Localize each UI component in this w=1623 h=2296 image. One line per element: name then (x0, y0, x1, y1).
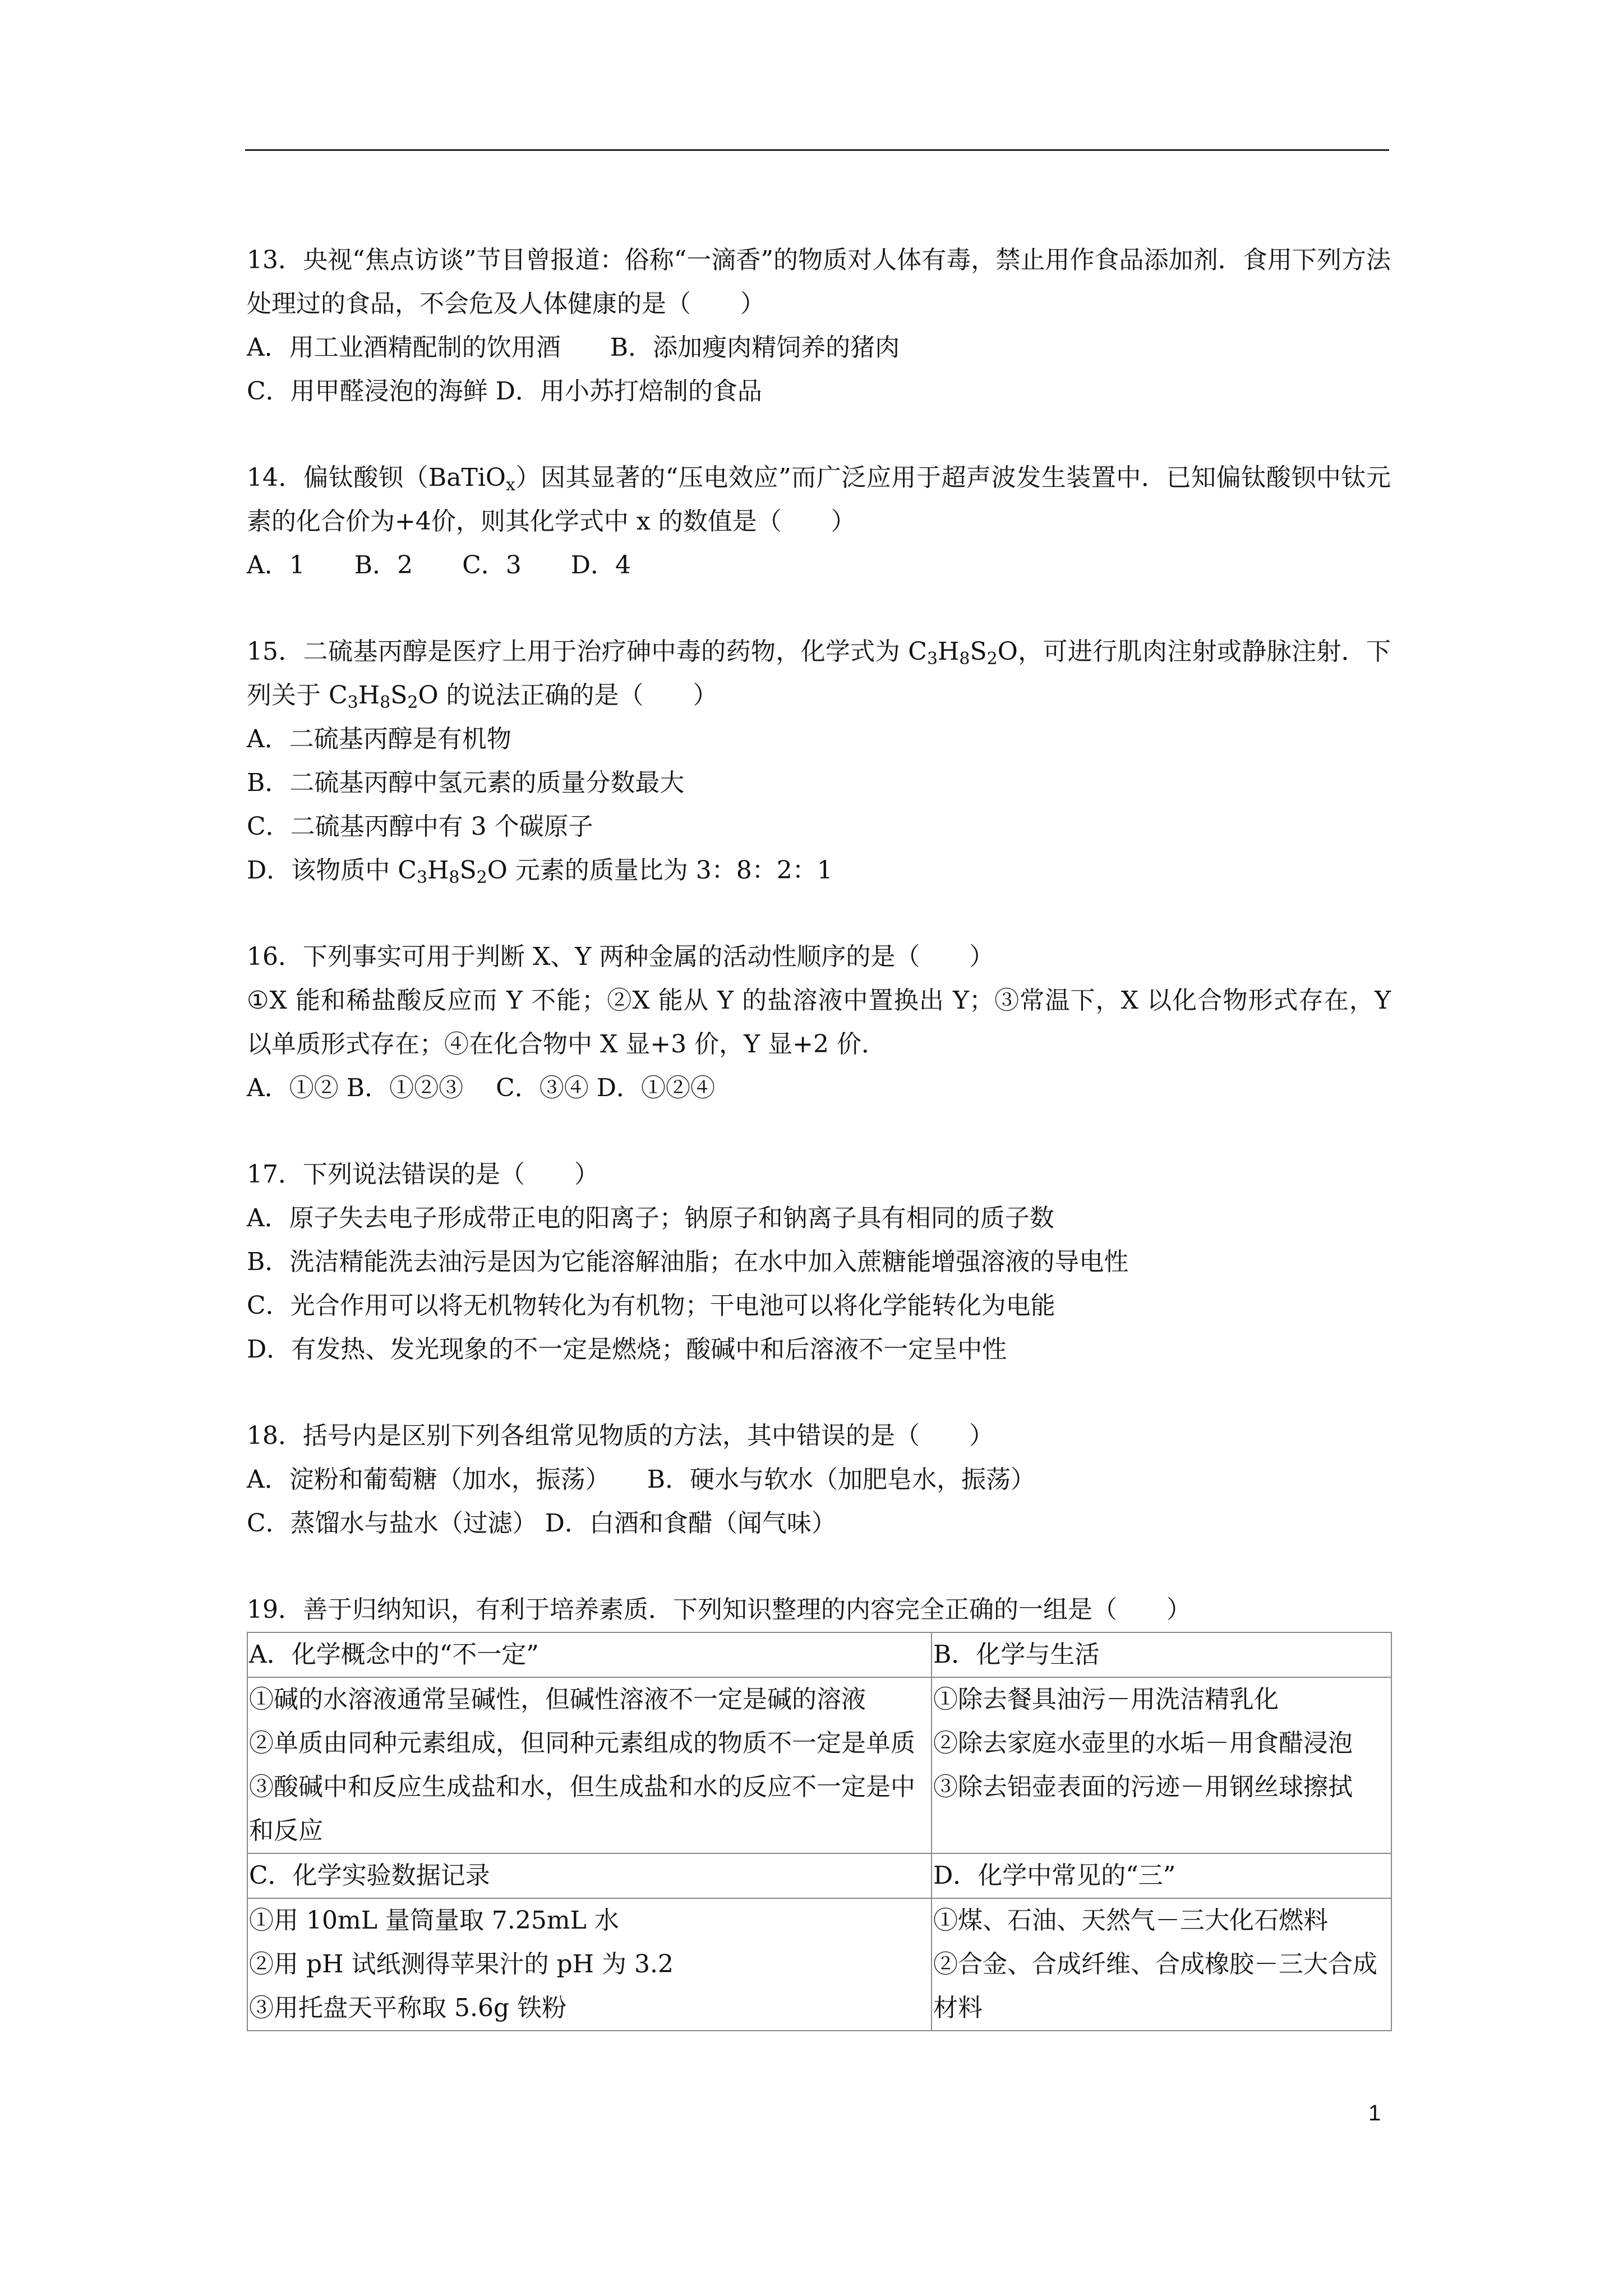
question-stem (247, 456, 1391, 544)
option-text: D．该物质中 C (247, 856, 417, 885)
subscript: 2 (476, 868, 487, 887)
question-17 (247, 1153, 1391, 1372)
cell-a-title: A．化学概念中的“不一定” (247, 1632, 932, 1677)
stem-text: 15．二硫基丙醇是医疗上用于治疗砷中毒的药物，化学式为 C (247, 637, 927, 666)
table-row (247, 1853, 1391, 1898)
stem-text: O，可进行肌肉注射或静脉注射．下列关于 C (247, 637, 1391, 710)
question-stem: 19．善于归纳知识，有利于培养素质．下列知识整理的内容完全正确的一组是（ ） (247, 1595, 1191, 1624)
table-row (247, 1898, 1391, 2031)
table-row (247, 1677, 1391, 1853)
question-13 (247, 238, 1391, 413)
option-b: B．二硫基丙醇中氢元素的质量分数最大 (247, 769, 685, 797)
option-a: A．原子失去电子形成带正电的阳离子；钠原子和钠离子具有相同的质子数 (247, 1204, 1054, 1232)
question-16 (247, 935, 1391, 1110)
option-d (247, 849, 1391, 892)
cell-d-title: D．化学中常见的“三” (932, 1853, 1391, 1898)
options-line: A．①② B．①②③ C．③④ D．①②④ (247, 1074, 716, 1102)
stem-text: ）因其显著的“压电效应”而广泛应用于超声波发生装置中．已知偏钛酸钡中钛元素的化合价为+4价，则其化学式中 x 的数值是（ ） (247, 463, 1391, 536)
list-item: ③除去铝壶表面的污迹－用钢丝球擦拭 (933, 1773, 1353, 1801)
option-text: H (427, 856, 449, 885)
subscript: 3 (416, 868, 428, 887)
list-item: ②单质由同种元素组成，但同种元素组成的物质不一定是单质 (249, 1729, 915, 1757)
cell-c-title: C．化学实验数据记录 (247, 1853, 932, 1898)
list-item: ②除去家庭水壶里的水垢－用食醋浸泡 (933, 1729, 1353, 1757)
list-item: ③用托盘天平称取 5.6g 铁粉 (249, 1994, 567, 2022)
question-stem: 13．央视“焦点访谈”节目曾报道：俗称“一滴香”的物质对人体有毒，禁止用作食品添加剂．食用下列方法处理过的食品，不会危及人体健康的是（ ） (247, 246, 1391, 318)
knowledge-table (247, 1632, 1392, 2031)
list-item: ②合金、合成纤维、合成橡胶－三大合成材料 (933, 1950, 1377, 2022)
cell-b-title: B．化学与生活 (932, 1632, 1391, 1677)
subscript: 3 (347, 693, 358, 712)
stem-text: 14．偏钛酸钡（BaTiO (247, 463, 506, 492)
question-18 (247, 1414, 1391, 1545)
option-c: C．光合作用可以将无机物转化为有机物；干电池可以将化学能转化为电能 (247, 1291, 1055, 1320)
subscript: x (505, 475, 515, 495)
table-row (247, 1632, 1391, 1677)
page-number: 1 (1368, 2101, 1381, 2125)
subscript: 2 (407, 693, 418, 712)
cell-b-content (932, 1677, 1391, 1853)
stem-text: H (938, 637, 960, 666)
option-a: A．二硫基丙醇是有机物 (247, 725, 511, 753)
question-facts: ①X 能和稀盐酸反应而 Y 不能；②X 能从 Y 的盐溶液中置换出 Y；③常温下，X 以化合物形式存在，Y 以单质形式存在；④在化合物中 X 显+3 价，Y 显+2 价． (247, 986, 1391, 1059)
list-item: ③酸碱中和反应生成盐和水，但生成盐和水的反应不一定是中和反应 (249, 1773, 915, 1845)
question-14 (247, 456, 1391, 587)
subscript: 2 (986, 649, 998, 669)
question-stem: 17．下列说法错误的是（ ） (247, 1160, 599, 1189)
cell-d-content (932, 1898, 1391, 2031)
options-line-2: C．蒸馏水与盐水（过滤） D．白酒和食醋（闻气味） (247, 1509, 836, 1538)
cell-a-content (247, 1677, 932, 1853)
question-19 (247, 1588, 1391, 2031)
question-stem: 16．下列事实可用于判断 X、Y 两种金属的活动性顺序的是（ ） (247, 942, 994, 971)
option-b: B．洗洁精能洗去油污是因为它能溶解油脂；在水中加入蔗糖能增强溶液的导电性 (247, 1248, 1129, 1276)
cell-c-content (247, 1898, 932, 2031)
subscript: 8 (380, 693, 391, 712)
option-text: O 元素的质量比为 3：8：2：1 (487, 856, 833, 885)
options-line-1: A．用工业酒精配制的饮用酒 B．添加瘦肉精饲养的猪肉 (247, 333, 900, 362)
options-line: A．1 B．2 C．3 D．4 (247, 551, 631, 579)
question-stem (247, 630, 1391, 717)
list-item: ①除去餐具油污－用洗洁精乳化 (933, 1685, 1279, 1714)
option-text: S (459, 856, 477, 885)
page-content (247, 238, 1391, 2074)
subscript: 3 (926, 649, 938, 669)
options-line-1: A．淀粉和葡萄糖（加水，振荡） B．硬水与软水（加肥皂水，振荡） (247, 1465, 1036, 1494)
list-item: ①用 10mL 量筒量取 7.25mL 水 (249, 1906, 619, 1935)
stem-text: S (390, 681, 408, 710)
list-item: ②用 pH 试纸测得苹果汁的 pH 为 3.2 (249, 1950, 674, 1978)
subscript: 8 (449, 868, 460, 887)
subscript: 8 (959, 649, 970, 669)
option-d: D．有发热、发光现象的不一定是燃烧；酸碱中和后溶液不一定呈中性 (247, 1335, 1007, 1364)
stem-text: S (970, 637, 987, 666)
options-line-2: C．用甲醛浸泡的海鲜 D．用小苏打焙制的食品 (247, 377, 762, 406)
question-stem: 18．括号内是区别下列各组常见物质的方法，其中错误的是（ ） (247, 1421, 994, 1450)
list-item: ①碱的水溶液通常呈碱性，但碱性溶液不一定是碱的溶液 (249, 1685, 866, 1714)
list-item: ①煤、石油、天然气－三大化石燃料 (933, 1906, 1328, 1935)
header-rule (245, 149, 1389, 151)
stem-text: H (358, 681, 380, 710)
question-15 (247, 630, 1391, 892)
option-c: C．二硫基丙醇中有 3 个碳原子 (247, 812, 593, 841)
stem-text: O 的说法正确的是（ ） (418, 681, 718, 710)
